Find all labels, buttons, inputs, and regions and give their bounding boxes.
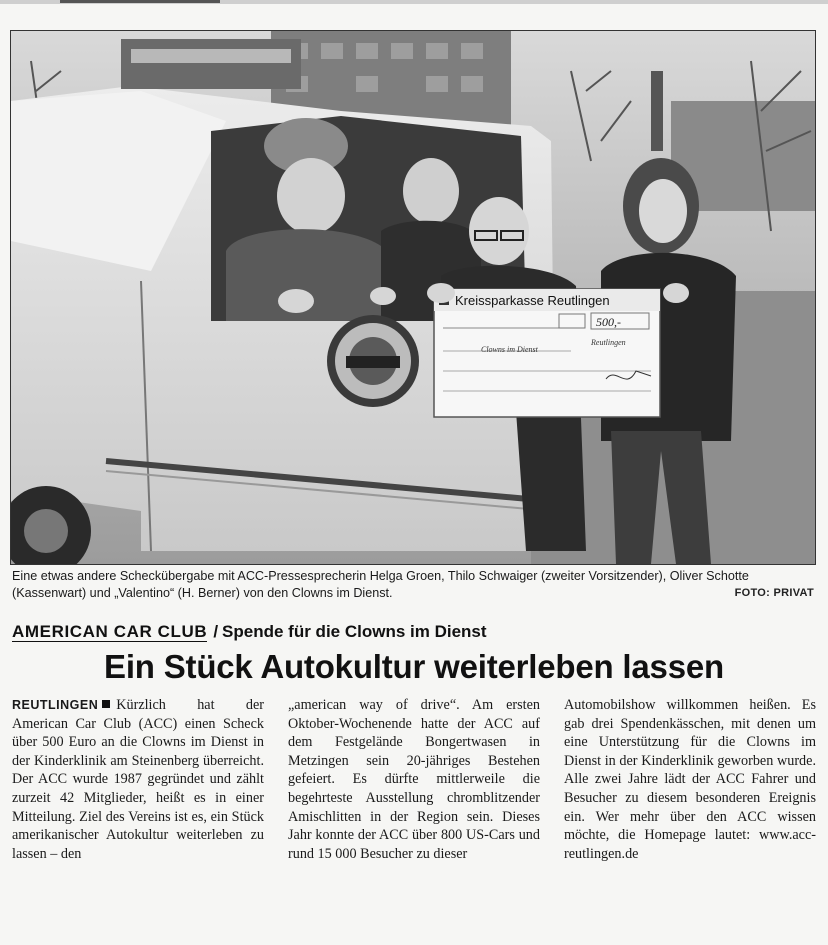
kicker-club: AMERICAN CAR CLUB — [12, 622, 208, 641]
column-1-text: Kürzlich hat der American Car Club (ACC) einen Scheck über 500 Euro an die Clowns im Dienst in der Kinderklinik am Steinenberg überreicht. Der ACC wurde 1987 gegründet und zählt zurzeit 42 Mitglieder, heißt es in einer Mitteilung. Ziel des Vereins ist es, ein Stück amerikanischer Autokultur weiterleben zu lassen – den — [12, 697, 264, 862]
article-column-3 — [564, 696, 816, 863]
article-kicker — [12, 622, 487, 642]
kicker-topic: Spende für die Clowns im Dienst — [222, 622, 487, 641]
article-column-1 — [12, 696, 264, 863]
column-2-text: „american way of drive“. Am ersten Oktober-Wochenende hatte der ACC auf dem Festgelände Bongertwasen in Metzingen sein 20-jähriges Bestehen gefeiert. Es dürfte mittlerweile die begehrteste Ausstellung chromblitzender Amischlitten in der Region sein. Dieses Jahr konnte der ACC über 800 US-Cars und rund 15 000 Besucher zu dieser — [288, 697, 540, 862]
column-3-text: Automobilshow willkommen heißen. Es gab drei Spendenkässchen, mit denen um eine Unterstützung für die Clowns im Dienst in der Kinderklinik geworben wurde. Alle zwei Jahre lädt der ACC Fahrer und Besucher zu diesem besonderen Ereignis ein. Wer mehr über den ACC wissen möchte, die Homepage lautet: www.acc-reutlingen.de — [564, 697, 816, 862]
article-photo — [10, 30, 816, 565]
kicker-separator: / — [213, 622, 219, 641]
article-headline: Ein Stück Autokultur weiterleben lassen — [104, 648, 724, 685]
cheque-amount: 500,- — [596, 315, 621, 329]
cheque-payee: Clowns im Dienst — [481, 345, 538, 354]
cheque-bank-name: Kreissparkasse Reutlingen — [455, 293, 610, 308]
cheque — [434, 289, 660, 417]
top-rule-accent — [60, 0, 220, 3]
car-door-logo — [327, 315, 419, 407]
article-column-2 — [288, 696, 540, 863]
dateline: REUTLINGEN — [12, 698, 99, 712]
cheque-place: Reutlingen — [591, 338, 626, 347]
photo-credit: FOTO: PRIVAT — [734, 587, 814, 599]
photo-caption: Eine etwas andere Scheckübergabe mit ACC-Pressesprecherin Helga Groen, Thilo Schwaiger (zweiter Vorsitzender), Oliver Schotte (Kassenwart) und „Valentino“ (H. Berner) von den Clowns im Dienst. — [12, 569, 749, 600]
dateline-bullet-icon — [102, 700, 110, 708]
